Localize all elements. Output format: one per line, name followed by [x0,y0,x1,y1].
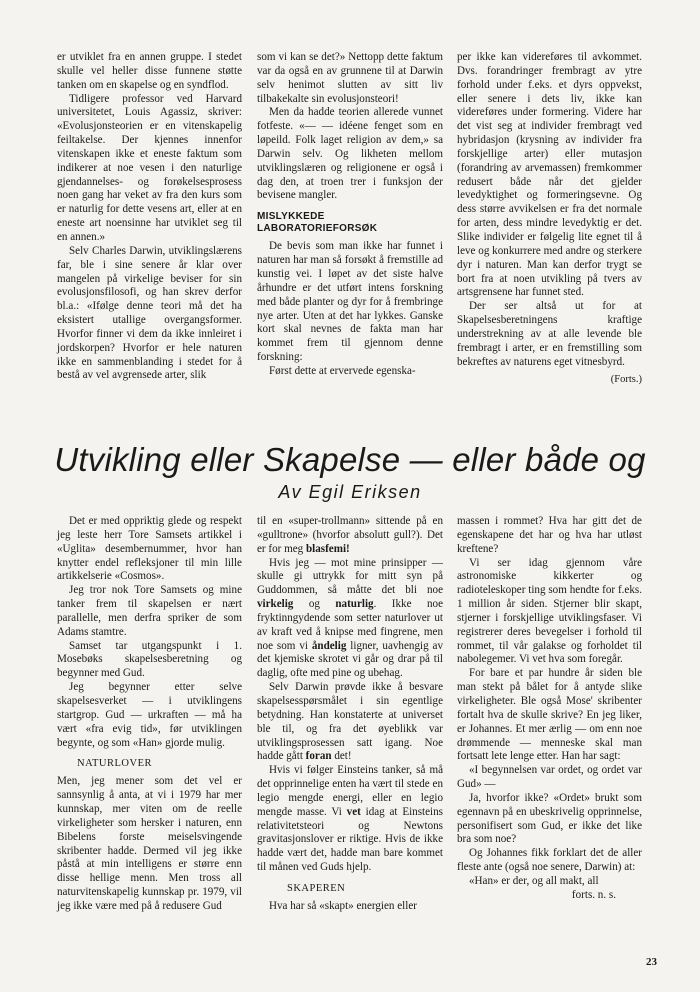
paragraph: Tidligere professor ved Harvard universitetet, Louis Agassiz, skriver: «Evolusjonsteorien er en vitenskapelig feiltakelse. Der kjennes innenfor vitenskapen ikke et eneste faktum som indikerer at noe vesen i den naturlige gjendannelses- og forøkelsesprosess noen gang har veket av fra den kurs som er naturlig for dette vesens art, eller at en eneste art noensinne har utviklet seg til en annen.» [57,92,242,243]
paragraph: Selv Charles Darwin, utviklingslærens far, ble i sine senere år klar over mangelen på virkelige beviser for sin evolusjonsfilosofi, og han skrev derfor bl.a.: «Ifølge denne teori må det ha eksistert utallige overgangsformer. Hvorfor finner vi dem da ikke innleiret i jordskorpen? Hvorfor er hele naturen ikke en sammenblanding i stedet for å bestå av vel avgrensede arter, slik [57,244,242,382]
paragraph: massen i rommet? Hva har gitt det de egenskapene det har og hva har utløst kreftene? [457,515,642,555]
page-number: 23 [646,956,657,968]
article-column-1 [57,515,242,914]
paragraph: Hvis jeg — mot mine prinsipper — skulle gi uttrykk for mitt syn på Guddommen, så måtte det bli noe virkelig og naturlig. Ikke noe fryktinngydende som setter naturlover ut av kraft ved å knipse med fingrene, men noe som vi åndelig ligner, uavhengig av det kjemiske skrotet vi går og drar på til daglig, ofte med pine og ubehag. [257,556,443,680]
paragraph: Jeg begynner etter selve skapelsesverket — i utviklingens startgrop. Gud — urkraften — må ha vært «fra evig tid», før utviklingen begynte, og som «Han» gjorde mulig. [57,681,242,749]
paragraph: Men, jeg mener som det vel er sannsynlig å anta, at vi i 1979 har mer kunnskap, mer viten om de reelle virkeligheter som hersker i naturen, enn Bibelens forste meiselsvingende skribenter hadde. Dermed vil jeg ikke påstå at min intelligens er større enn disse hellige menn. Men tross all naturvitenskapelig kunnskap pr. 1979, vil jeg ikke være med på å redusere Gud [57,775,242,912]
paragraph: per ikke kan videreføres til avkommet. Dvs. forandringer frembragt av ytre forhold under f.eks. et dyrs oppvekst, eller senere i dets liv, ikke kan videreføres under formering. Videre har det vist seg at individer frembragt ved hybridasjon (krysning av individer fra forskjellige arter) eller mutasjon (forandring av arvemassen) fremkommer redusert både når det gjelder levedyktighet og formeringsevne. Og dess større avvikelsen er fra det normale for arten, dess mindre levedyktig er det. Slike individer er følgelig lite egnet til å leve og konkurrere med andre og sterkere dyr i naturen. Man kan derfor trygt se bort fra at noen utvikling på tvers av artsgrensene har funnet sted. [457,51,642,299]
paragraph: For bare et par hundre år siden ble man stekt på bålet for å antyde slike virkeligheter. Ble også Mose' skribenter fortalt hva de skulle skrive? En jeg liker, er Johannes. Et mer ærlig — om enn noe drømmende — menneske skal man fortsatt lete lenge etter. Han har sagt: [457,667,642,763]
continued-marker: (Forts.) [610,374,642,386]
paragraph: «Han» er der, og all makt, all [469,874,599,887]
section-heading: NATURLOVER [77,758,152,770]
paragraph: Ja, hvorfor ikke? «Ordet» brukt som egennavn på en ubeskrivelig opprinnelse, personifisert som Gud, er ikke det like bra som noe? [457,791,642,846]
paragraph: «I begynnelsen var ordet, og ordet var Gud» — [457,764,642,791]
paragraph: Og Johannes fikk forklart det de aller fleste ante (også noe senere, Darwin) at: [457,847,642,874]
paragraph: De bevis som man ikke har funnet i naturen har man så forsøkt å fremstille ad kunstig vei. I løpet av det siste halve århundre er det utført intens forskning med både planter og dyr for å frembringe nye arter. Uten at det har lykkes. Ganske kort skal nevnes de fakta man har kommet frem til gjennom denne forskning: [257,240,443,364]
paragraph: Hva har så «skapt» energien eller [269,899,417,912]
article-title: Utvikling eller Skapelse — eller både og [54,441,646,478]
section-heading: SKAPEREN [287,882,346,894]
paragraph: Samset tar utgangspunkt i 1. Mosebøks skapelsesberetning og begynner med Gud. [57,639,242,680]
top-column-1 [57,51,242,383]
top-column-3 [457,51,642,387]
paragraph: Selv Darwin prøvde ikke å besvare skapelsesspørsmålet i sin egentlige betydning. Han konstaterte at universet ble til, og fra det øyeblikk var utviklingsprosessen satt igang. Noe hadde gått foran det! [257,681,443,763]
paragraph: som vi kan se det?» Nettopp dette faktum var da også en av grunnene til at Darwin selv henimot slutten av sitt liv tilbakekalte sin evolusjonsteori! [257,51,443,105]
paragraph: Det er med oppriktig glede og respekt jeg leste herr Tore Samsets artikkel i «Uglita» desembernummer, hvor han knytter endel refleksjoner til min lille artikkelserie «Cosmos». [57,515,242,583]
article-column-2 [257,515,443,914]
top-column-2 [257,51,443,379]
paragraph: Jeg tror nok Tore Samsets og mine tanker frem til skapelsen er nært parallelle, men derfra spriker de som Adams stamtre. [57,584,242,638]
paragraph: Hvis vi følger Einsteins tanker, så må det opprinnelige enten ha vært til stede en legio mengde energi, eller en legio mengde masse. Vi vet idag at Einsteins relativitetsteori og Newtons gravitasjonslover er riktige. Hvis de ikke hadde vært det, hadde man bare kommet til månen ved Guds hjelp. [257,764,443,874]
paragraph: Først dette at ervervede egenska- [269,364,416,377]
article-byline: Av Egil Eriksen [278,482,422,502]
paragraph: til en «super-trollmann» sittende på en «gulltrone» (hvorfor absolutt gull?). Det er for meg blasfemi! [257,515,443,555]
article-column-3 [457,515,642,903]
paragraph: Der ser altså ut for at Skapelsesberetningens kraftige understrekning av at alle levende ble frembragt i arter, er en fremstilling som bekreftes av naturens eget vitnesbyrd. [457,300,642,368]
paragraph: Men da hadde teorien allerede vunnet fotfeste. «— — idéene fenget som en løpeild. Folk laget religion av dem,» sa Darwin selv. Og likheten mellom utviklingslæren og religionene er også i dag den, at troen trer i funksjon der bevisene mangler. [257,106,443,202]
continued-marker: forts. n. s. [571,888,616,901]
paragraph: er utviklet fra en annen gruppe. I stedet skulle vel heller disse funnene støtte tanken om en skapelse og en syndflod. [57,51,242,91]
paragraph: Vi ser idag gjennom våre astronomiske kikkerter og radioteleskoper ting som hendte for f.eks. 1 million år siden. Stjerner blir skapt, stjerner i forskjellige utviklingsfaser. Vi registrerer deres bevegelser i forhold til rommet, til vår galakse og forholdet til nabolegemer. Vi vet hva som foregår. [457,556,642,666]
section-heading: MISLYKKEDE LABORATORIEFORSØK [257,211,378,235]
